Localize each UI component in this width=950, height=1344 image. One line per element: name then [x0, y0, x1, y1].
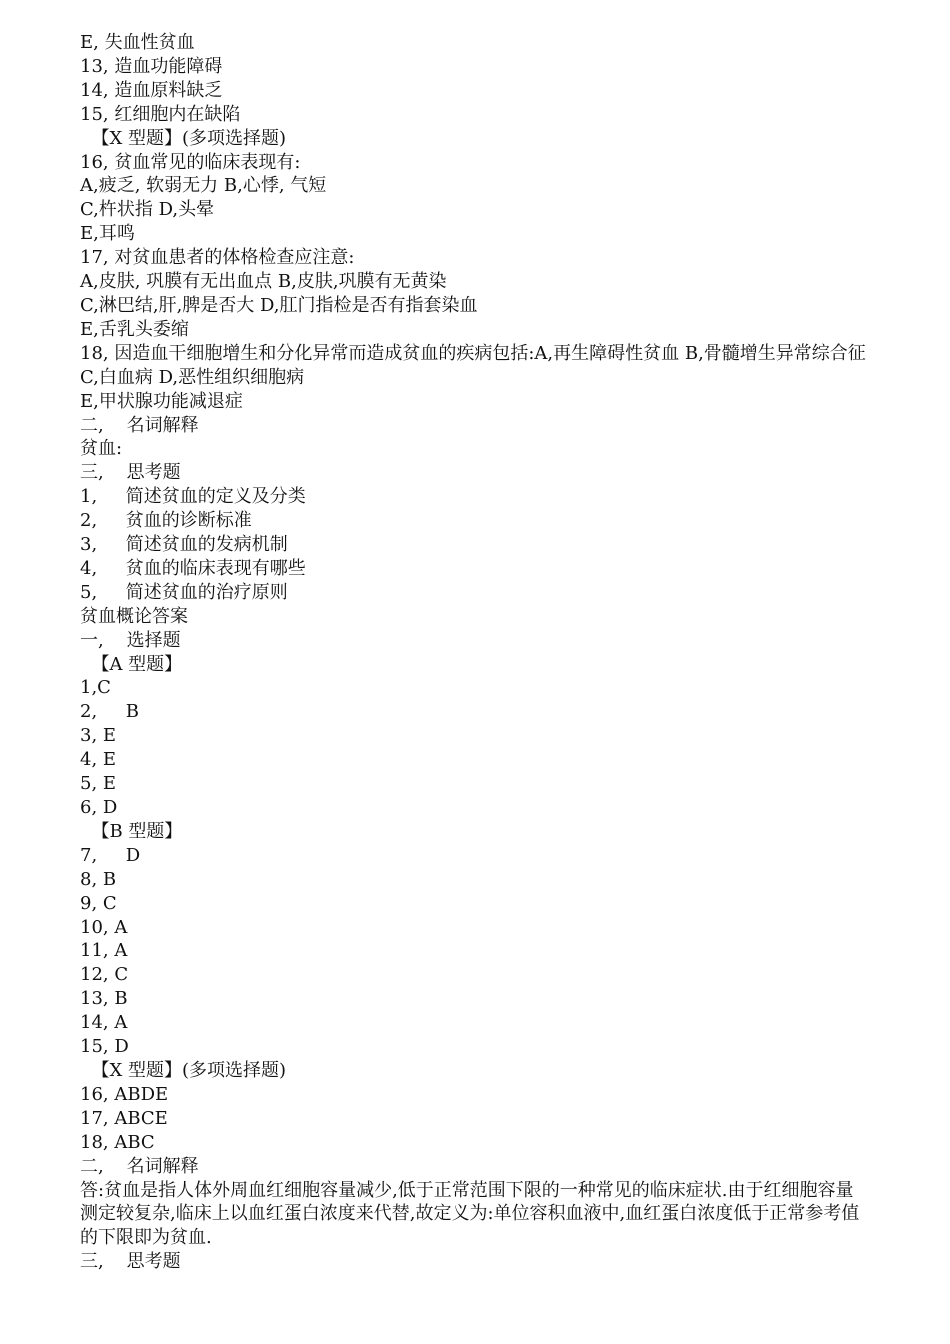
- text-line: E,耳鸣: [80, 223, 135, 245]
- text-line: 13, B: [80, 988, 128, 1010]
- text-line: 15, D: [80, 1036, 129, 1058]
- text-line: 4, 贫血的临床表现有哪些: [80, 557, 306, 579]
- text-line: 7, D: [80, 844, 141, 866]
- text-line: 二, 名词解释: [80, 1155, 199, 1177]
- text-line: E,甲状腺功能减退症: [80, 390, 243, 412]
- text-line: 贫血:: [80, 438, 123, 460]
- text-line: E, 失血性贫血: [80, 32, 195, 53]
- text-line: A,疲乏, 软弱无力 B,心悸, 气短: [80, 175, 327, 197]
- text-line: C,淋巴结,肝,脾是否大 D,肛门指检是否有指套染血: [80, 294, 478, 316]
- text-line: 16, ABDE: [80, 1083, 169, 1105]
- text-line: 1,C: [80, 677, 111, 699]
- text-line: E,舌乳头委缩: [80, 318, 189, 340]
- text-line: 三, 思考题: [80, 1251, 181, 1273]
- text-line: 8, B: [80, 868, 117, 890]
- text-line: 14, A: [80, 1012, 128, 1034]
- text-line: 17, ABCE: [80, 1107, 168, 1129]
- text-line: 贫血概论答案: [80, 605, 188, 627]
- document-page: [80, 31, 870, 1274]
- text-line: 【A 型题】: [80, 653, 183, 675]
- text-line: 4, E: [80, 749, 117, 771]
- text-line: C,白血病 D,恶性组织细胞病: [80, 366, 305, 388]
- text-line: 1, 简述贫血的定义及分类: [80, 486, 306, 508]
- text-line: 3, E: [80, 725, 117, 747]
- text-line: 答:贫血是指人体外周血红细胞容量减少,低于正常范围下限的一种常见的临床症状.由于红细胞容量测定较复杂,临床上以血红蛋白浓度来代替,故定义为:单位容积血液中,血红蛋白浓度低于正常参考值的下限即为贫血.: [80, 1179, 860, 1249]
- text-line: 18, ABC: [80, 1131, 155, 1153]
- text-line: C,杵状指 D,头晕: [80, 199, 215, 221]
- text-line: 【B 型题】: [80, 820, 183, 842]
- text-line: 11, A: [80, 940, 128, 962]
- text-line: 2, B: [80, 701, 140, 723]
- text-line: A,皮肤, 巩膜有无出血点 B,皮肤,巩膜有无黄染: [80, 271, 447, 293]
- text-line: 9, C: [80, 892, 117, 914]
- text-line: 3, 简述贫血的发病机制: [80, 534, 288, 556]
- text-line: 5, 简述贫血的治疗原则: [80, 581, 288, 603]
- text-line: 10, A: [80, 916, 128, 938]
- text-line: 12, C: [80, 964, 129, 986]
- text-line: 三, 思考题: [80, 462, 181, 484]
- text-line: 5, E: [80, 773, 117, 795]
- text-line: 17, 对贫血患者的体格检查应注意:: [80, 247, 355, 269]
- text-line: 【X 型题】(多项选择题): [80, 127, 287, 149]
- text-line: 一, 选择题: [80, 629, 181, 651]
- text-line: 6, D: [80, 797, 118, 818]
- text-line: 【X 型题】(多项选择题): [80, 1059, 287, 1081]
- text-line: 14, 造血原料缺乏: [80, 79, 223, 101]
- text-line: 18, 因造血干细胞增生和分化异常而造成贫血的疾病包括:A,再生障碍性贫血 B,骨髓增生异常综合征: [80, 342, 866, 364]
- text-line: 二, 名词解释: [80, 414, 199, 436]
- text-line: 16, 贫血常见的临床表现有:: [80, 151, 301, 173]
- text-line: 2, 贫血的诊断标准: [80, 510, 252, 532]
- text-line: 13, 造血功能障碍: [80, 55, 223, 77]
- text-line: 15, 红细胞内在缺陷: [80, 103, 241, 125]
